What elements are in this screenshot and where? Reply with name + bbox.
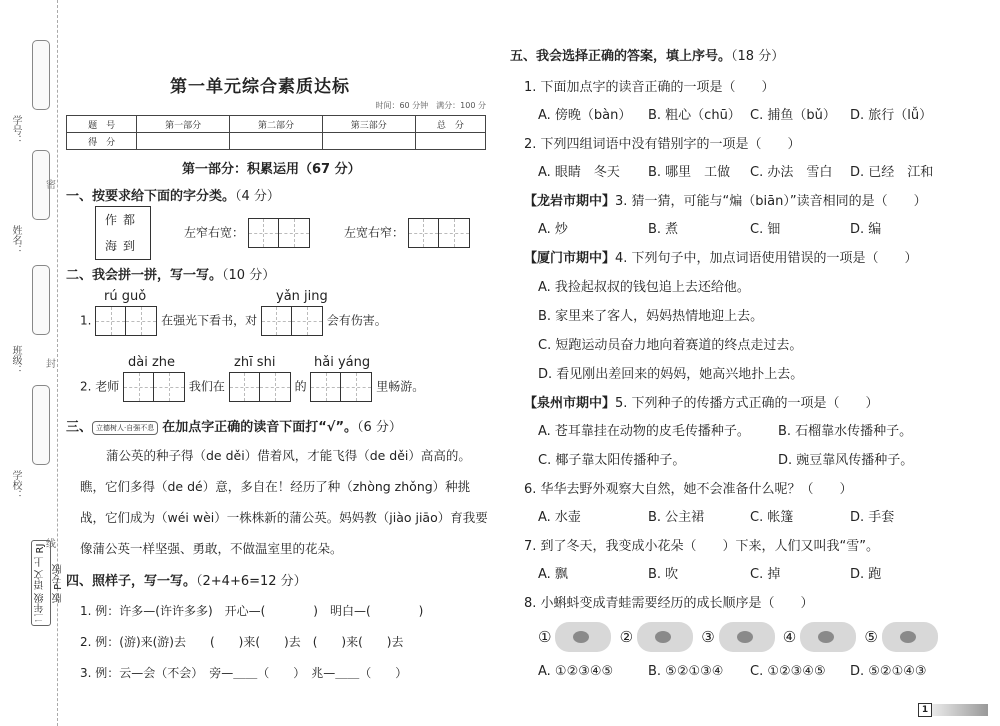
frog-image xyxy=(719,622,775,652)
score-input-cell[interactable] xyxy=(415,133,485,150)
option[interactable]: C. 办法 雪白 xyxy=(750,165,833,180)
option[interactable]: D. 跑 xyxy=(850,567,882,582)
item-4-2: 2. 例：(游)来(游)去 ( )来( )去 ( )来( )去 xyxy=(80,635,404,649)
exam-page xyxy=(62,0,1000,726)
option[interactable]: A. 水壶 xyxy=(538,510,581,525)
score-label-cell: 得 分 xyxy=(67,133,137,150)
seal-mark: 密 xyxy=(46,180,56,191)
tadpole-image xyxy=(882,622,938,652)
option[interactable]: C. 短跑运动员奋力地向着赛道的终点走过去。 xyxy=(538,338,803,353)
option[interactable]: D. 旅行（lǚ） xyxy=(850,108,933,123)
pinyin-label: dài zhe xyxy=(128,355,176,370)
reading-passage: 蒲公英的种子得（de děi）借着风，才能飞得（de děi）高高的。瞧，它们多得（de dé）意，多自在！经历了种（zhòng zhǒng）种挑战，它们成为（wéi wèi）一株株新的蒲公英。妈妈教（jiào jiāo）育我要像蒲公英一样坚强、勇敢，不做温室里的花朵。 xyxy=(80,448,488,556)
option[interactable]: C. 掉 xyxy=(750,567,781,582)
score-header-cell: 第三部分 xyxy=(322,116,415,133)
option[interactable]: A. 傍晚（bàn） xyxy=(538,108,632,123)
page-number: 1 xyxy=(918,703,932,717)
question-3: 【龙岩市期中】3. 猜一猜，可能与“煸（biān）”读音相同的是（ ） xyxy=(524,194,927,209)
school-box[interactable] xyxy=(32,385,50,465)
item-2-2: 2. 老师 我们在 的 里畅游。 xyxy=(80,372,424,402)
moral-badge: 立德树人·自强不息 xyxy=(92,421,158,435)
option[interactable]: B. 公主裙 xyxy=(648,510,705,525)
option[interactable]: B. 石榴靠水传播种子。 xyxy=(778,424,913,439)
option[interactable]: C. 椰子靠太阳传播种子。 xyxy=(538,453,686,468)
class-box[interactable] xyxy=(32,265,50,335)
tadpole-image xyxy=(637,622,693,652)
option[interactable]: B. ⑤②①③④ xyxy=(648,664,724,679)
option[interactable]: A. 我捡起叔叔的钱包追上去还给他。 xyxy=(538,280,750,295)
pinyin-label: yǎn jing xyxy=(276,289,328,304)
name-label: 姓名： xyxy=(10,225,21,255)
option[interactable]: B. 粗心（chū） xyxy=(648,108,741,123)
tadpole-stage-pictures: ① ② ③ ④ ⑤ xyxy=(538,622,942,652)
line-mark: 线 xyxy=(46,539,56,550)
question-5: 【泉州市期中】5. 下列种子的传播方式正确的一项是（ ） xyxy=(524,396,879,411)
left-wide-row: 左宽右窄： xyxy=(344,218,470,248)
option[interactable]: D. 看见刚出差回来的妈妈，她高兴地扑上去。 xyxy=(538,367,804,382)
option[interactable]: B. 哪里 工做 xyxy=(648,165,731,180)
option[interactable]: A. 眼睛 冬天 xyxy=(538,165,620,180)
option[interactable]: B. 家里来了客人，妈妈热情地迎上去。 xyxy=(538,309,764,324)
item-4-3: 3. 例：云—会（不会） 旁—＿＿（ ） 兆—＿＿（ ） xyxy=(80,666,408,680)
score-input-cell[interactable] xyxy=(137,133,230,150)
option[interactable]: C. 钿 xyxy=(750,222,781,237)
item-4-1: 1. 例：许多—(许许多多) 开心—( ) 明白—( ) xyxy=(80,604,424,618)
section-1-title: 一、按要求给下面的字分类。（4 分） xyxy=(66,189,280,204)
answer-grid[interactable] xyxy=(229,372,291,402)
exam-meta: 时间：60 分钟 满分：100 分 xyxy=(375,101,486,110)
answer-grid[interactable] xyxy=(248,218,310,248)
student-number-label: 学号： xyxy=(10,115,21,145)
score-input-cell[interactable] xyxy=(230,133,323,150)
part-one-title: 第一部分：积累运用（67 分） xyxy=(182,162,361,177)
score-input-cell[interactable] xyxy=(322,133,415,150)
section-4-title: 四、照样子，写一写。（2+4+6=12 分） xyxy=(66,574,307,589)
option[interactable]: D. 编 xyxy=(850,222,882,237)
option[interactable]: D. ⑤②①④③ xyxy=(850,664,927,679)
item-2-1: 1. 在强光下看书，对 会有伤害。 xyxy=(80,306,387,336)
question-6: 6. 华华去野外观察大自然，她不会准备什么呢？（ ） xyxy=(524,482,853,497)
option[interactable]: D. 已经 江和 xyxy=(850,165,934,180)
left-narrow-row: 左窄右宽： xyxy=(184,218,310,248)
word-box: 作都 海到 xyxy=(95,206,151,260)
pinyin-label: rú guǒ xyxy=(104,289,147,304)
option[interactable]: A. 苍耳靠挂在动物的皮毛传播种子。 xyxy=(538,424,750,439)
score-header-cell: 第一部分 xyxy=(137,116,230,133)
option[interactable]: D. 手套 xyxy=(850,510,895,525)
binding-strip xyxy=(0,0,64,726)
source-tag: 【龙岩市期中】 xyxy=(524,194,616,209)
tadpole-image xyxy=(555,622,611,652)
question-8: 8. 小蝌蚪变成青蛙需要经历的成长顺序是（ ） xyxy=(524,596,814,611)
option[interactable]: A. ①②③④⑤ xyxy=(538,664,614,679)
option[interactable]: C. ①②③④⑤ xyxy=(750,664,826,679)
question-2: 2. 下列四组词语中没有错别字的一项是（ ） xyxy=(524,137,801,152)
section-5-title: 五、我会选择正确的答案，填上序号。（18 分） xyxy=(510,49,785,64)
seal-mark-2: 封 xyxy=(46,359,56,370)
class-label: 班级： xyxy=(10,345,21,375)
section-3-title: 三、 立德树人·自强不息 在加点字正确的读音下面打“√”。（6 分） xyxy=(66,420,402,435)
answer-grid[interactable] xyxy=(95,306,157,336)
option[interactable]: C. 帐篷 xyxy=(750,510,794,525)
page-title: 第一单元综合素质达标 xyxy=(170,77,350,97)
score-header-cell: 总 分 xyxy=(415,116,485,133)
option[interactable]: C. 捕鱼（bǔ） xyxy=(750,108,836,123)
answer-grid[interactable] xyxy=(123,372,185,402)
pinyin-label: hǎi yáng xyxy=(314,355,371,370)
option[interactable]: A. 炒 xyxy=(538,222,568,237)
option[interactable]: D. 豌豆靠风传播种子。 xyxy=(778,453,914,468)
answer-grid[interactable] xyxy=(310,372,372,402)
question-1: 1. 下面加点字的读音正确的一项是（ ） xyxy=(524,80,775,95)
score-header-cell: 题 号 xyxy=(67,116,137,133)
tadpole-image xyxy=(800,622,856,652)
page-number-bar xyxy=(918,704,988,716)
school-label: 学校： xyxy=(10,470,21,500)
grade-tag: 二年级 语文 上 RJ版 P专版 xyxy=(31,540,51,626)
student-number-box[interactable] xyxy=(32,40,50,110)
score-table xyxy=(66,115,486,150)
answer-grid[interactable] xyxy=(261,306,323,336)
answer-grid[interactable] xyxy=(408,218,470,248)
section-2-title: 二、我会拼一拼，写一写。（10 分） xyxy=(66,268,276,283)
score-header-cell: 第二部分 xyxy=(230,116,323,133)
source-tag: 【厦门市期中】 xyxy=(524,251,616,266)
question-4: 【厦门市期中】4. 下列句子中，加点词语使用错误的一项是（ ） xyxy=(524,251,918,266)
question-7: 7. 到了冬天，我变成小花朵（ ）下来，人们又叫我“雪”。 xyxy=(524,539,880,554)
option[interactable]: A. 飘 xyxy=(538,567,568,582)
source-tag: 【泉州市期中】 xyxy=(524,396,616,411)
option[interactable]: B. 吹 xyxy=(648,567,679,582)
pinyin-label: zhī shi xyxy=(234,355,276,370)
option[interactable]: B. 煮 xyxy=(648,222,679,237)
